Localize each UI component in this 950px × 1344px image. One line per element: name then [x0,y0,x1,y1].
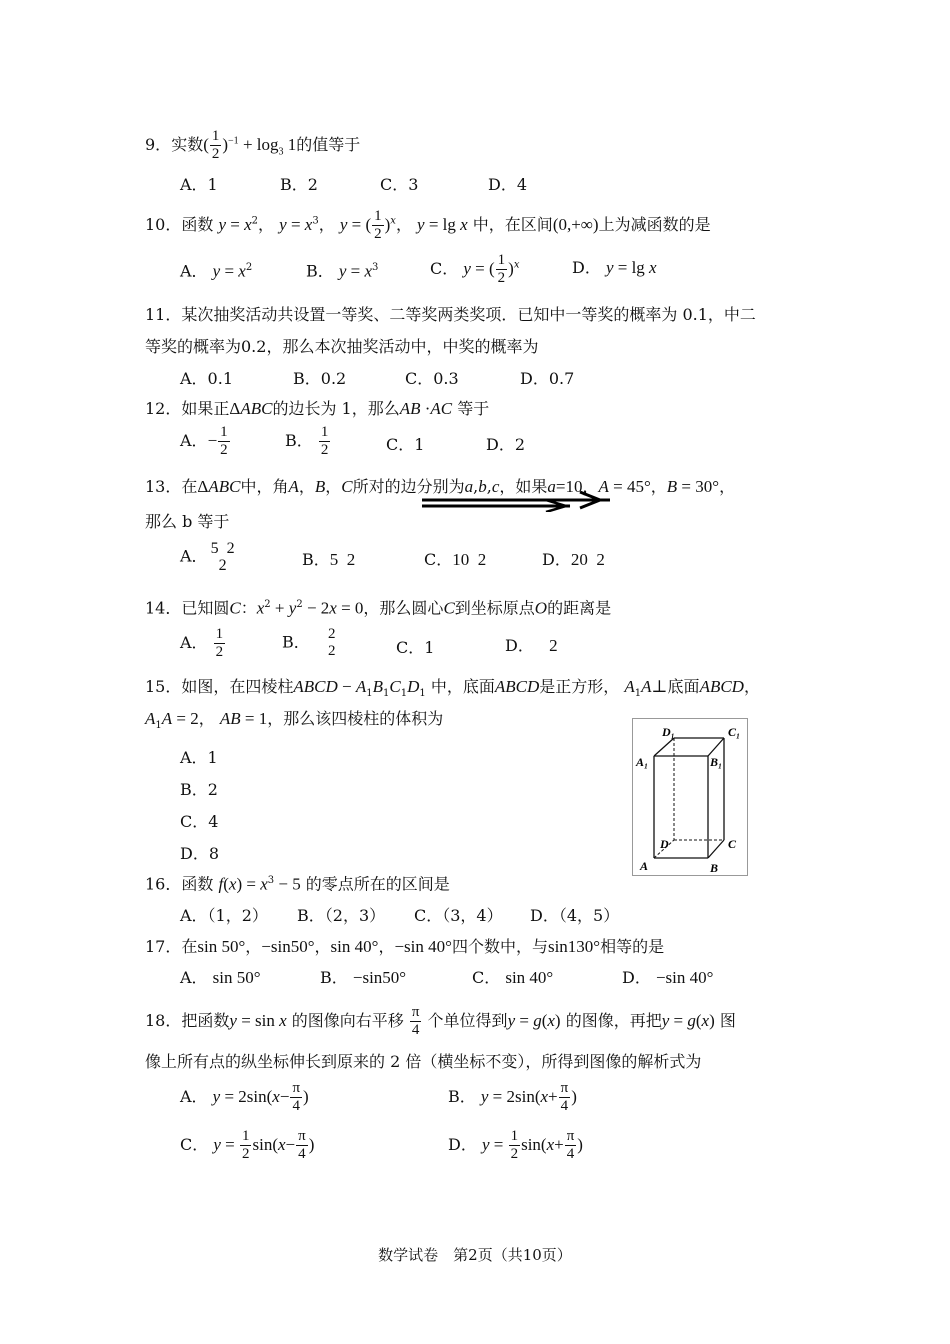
q12-option-d: D．2 [486,435,526,454]
q9-option-d: D．4 [488,175,528,194]
q12-option-c: C．1 [386,435,425,454]
q10-number: 10． [145,215,182,234]
q10-text-end: 上为减函数的是 [598,215,711,234]
q16-option-d: D．（4，5） [530,906,620,925]
q14-option-d: D． 2 [505,636,558,655]
label-b: B [710,861,719,875]
q10-option-b: B． $y = x^3$ [306,261,379,281]
question-9: 9．实数( $\frac{1}{2}$ )$^{-1} + \log_3 1$的值等于 [145,128,361,162]
q15-option-a: A．1 [180,748,218,767]
q12-option-a: A．− $\frac{1}{2}$ [180,424,228,458]
q17-option-b: B． −sin50° [320,968,407,987]
q17-option-d: D． −sin 40° [622,968,714,987]
q15-option-c: C．4 [180,812,219,831]
q9-option-a: A．1 [180,175,218,194]
q13-option-a: A． 5 2 2 [180,540,235,574]
question-14: 14．已知圆C：$x^2 + y^2 - 2x = 0$，那么圆心C到坐标原点O的距离是 [145,598,612,618]
q10-text: 函数 [181,215,214,234]
q11-option-d: D．0.7 [520,369,575,388]
q18-option-d: D． y = $\frac{1}{2}$ sin(x+ $\frac{\pi}{4}$ ) [448,1128,583,1162]
label-c: C [728,837,737,851]
q14-option-c: C．1 [396,638,435,657]
question-11-line1: 11．某次抽奖活动共设置一等奖、二等奖两类奖项．已知中一等奖的概率为 0.1，中二 [145,305,756,324]
prism-figure [632,718,748,876]
question-16: 16．函数 $f(x) = x^3 - 5$ 的零点所在的区间是 [145,874,450,894]
page-footer: 数学试卷 第2页（共10页） [378,1246,572,1264]
q9-number: 9． [145,135,172,154]
question-12: 12．如果正ΔABC的边长为 1，那么AB ·AC 等于 [145,399,490,418]
label-a1: A₁ [636,755,649,769]
q18-option-c: C． y = $\frac{1}{2}$ sin(x− $\frac{\pi}{4}$ ) [180,1128,315,1162]
question-18-line2: 像上所有点的纵坐标伸长到原来的 2 倍（横坐标不变），所得到图像的解析式为 [145,1052,702,1071]
ink-arrow-mark [420,488,610,512]
label-a: A [640,859,649,873]
q12-option-b: B． $\frac{1}{2}$ [285,424,329,458]
label-d1: D₁ [662,725,675,739]
q17-option-c: C． sin 40° [472,968,554,987]
question-13: 13．在ΔABC中，角A，B，C所对的边分别为a,b,c，如果a=10，A = 45°，B = 30°， [145,477,736,496]
q10-option-d: D． y = lg x [572,258,657,277]
q13-option-c: C．10 2 [424,550,487,569]
q13-option-d: D．20 2 [542,550,605,569]
question-15-line2: $A_1A = 2$， AB = 1，那么该四棱柱的体积为 [145,709,444,732]
q9-option-b: B．2 [280,175,318,194]
q9-text: 实数 [171,135,204,154]
q10-option-c: C． y = ( $\frac{1}{2}$ )$^x$ [430,252,520,286]
question-11-line2: 等奖的概率为0.2，那么本次抽奖活动中，中奖的概率为 [145,337,539,356]
q11-option-c: C．0.3 [405,369,459,388]
q11-option-b: B．0.2 [293,369,347,388]
q10-option-a: A． $y = x^2$ [180,261,253,281]
q9-option-c: C．3 [380,175,419,194]
q14-option-a: A． $\frac{1}{2}$ [180,626,224,660]
q18-option-b: B． y = 2sin(x+ $\frac{\pi}{4}$ ) [448,1080,577,1114]
q13-option-b: B．5 2 [302,550,356,569]
label-c1: C₁ [728,725,741,739]
q14-option-b: B． 2 2 [282,626,336,659]
question-15: 15．如图，在四棱柱ABCD − $A_1B_1C_1D_1$ 中，底面ABCD是正方形， $A_1A\perp$底面ABCD， [145,677,760,700]
q10-text-mid: 中，在区间 [472,215,553,234]
label-b1: B₁ [710,755,723,769]
q9-fraction: $\frac{1}{2}$ [211,128,220,162]
q17-option-a: A． sin 50° [180,968,261,987]
q16-option-a: A．（1，2） [180,906,268,925]
question-18: 18．把函数y = sin x 的图像向右平移 $\frac{\pi}{4}$ 个单位得到y = g(x) 的图像，再把y = g(x) 图 [145,1004,736,1038]
q15-option-d: D．8 [180,844,220,863]
q9-text-end: 的值等于 [296,135,361,154]
question-13-line2: 那么 b 等于 [145,512,230,531]
q16-option-b: B．（2，3） [297,906,386,925]
q11-option-a: A．0.1 [180,369,234,388]
q18-option-a: A． y = 2sin(x− $\frac{\pi}{4}$ ) [180,1080,309,1114]
q15-option-b: B．2 [180,780,218,799]
question-17: 17．在sin 50°，−sin50°，sin 40°，−sin 40°四个数中，与sin130°相等的是 [145,937,665,956]
q16-option-c: C．（3，4） [414,906,503,925]
question-10: 10．函数 $y = x^2$， $y = x^3$， y = ( $\frac{1}{2}$ )$^x$， y = lg x 中，在区间(0,+∞)上为减函数的是 [145,208,711,242]
label-d: D [660,837,669,851]
